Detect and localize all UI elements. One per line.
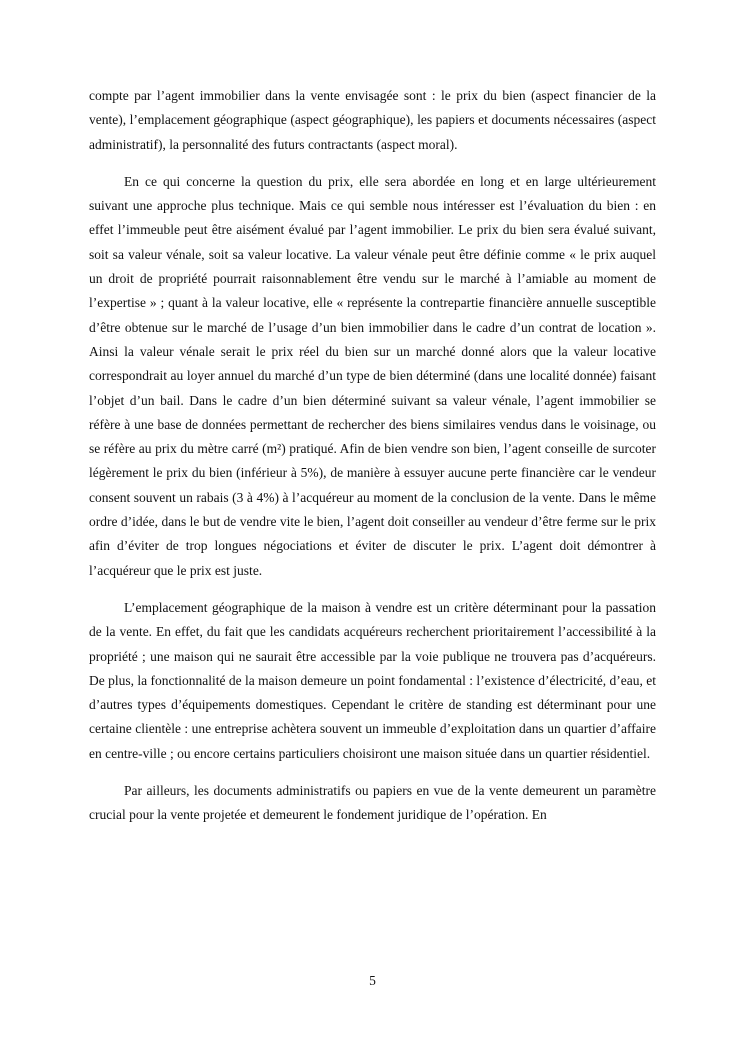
- paragraph-1: compte par l’agent immobilier dans la vente envisagée sont : le prix du bien (aspect financier de la vente), l’emplacement géographique (aspect géographique), les papiers et documents nécessaires (aspect administratif), la personnalité des futurs contractants (aspect moral).: [89, 88, 656, 152]
- paragraph-3: L’emplacement géographique de la maison à vendre est un critère déterminant pour la passation de la vente. En effet, du fait que les candidats acquéreurs recherchent prioritairement l’accessibilité à la propriété ; une maison qui ne saurait être accessible par la voie publique ne trouvera pas d’acquéreurs. De plus, la fonctionnalité de la maison demeure un point fondamental : l’existence d’électricité, d’eau, et d’autres types d’équipements domestiques. Cependant le critère de standing est déterminant pour une certaine clientèle : une entreprise achètera souvent un immeuble d’exploitation dans un quartier d’affaire en centre-ville ; ou encore certains particuliers choisiront une maison située dans un quartier résidentiel.: [89, 599, 656, 761]
- paragraph-4: Par ailleurs, les documents administratifs ou papiers en vue de la vente demeurent un paramètre crucial pour la vente projetée et demeurent le fondement juridique de l’opération. En: [89, 783, 656, 823]
- page-body: [89, 84, 656, 841]
- page-number: 5: [369, 973, 376, 988]
- paragraph-2: En ce qui concerne la question du prix, elle sera abordée en long et en large ultérieurement suivant une approche plus technique. Mais ce qui semble nous intéresser est l’évaluation du bien : en effet l’immeuble peut être aisément évalué par l’agent immobilier. Le prix du bien sera évalué suivant, soit sa valeur vénale, soit sa valeur locative. La valeur vénale peut être définie comme « le prix auquel un droit de propriété pourrait raisonnablement être vendu sur le marché à l’amiable au moment de l’expertise » ; quant à la valeur locative, elle « représente la contrepartie financière annuelle susceptible d’être obtenue sur le marché de l’usage d’un bien immobilier dans le cadre d’un contrat de location ». Ainsi la valeur vénale serait le prix réel du bien sur un marché donné alors que la valeur locative correspondrait au loyer annuel du marché d’un type de bien déterminé (dans une localité donnée) faisant l’objet d’un bail. Dans le cadre d’un bien déterminé suivant sa valeur vénale, l’agent immobilier se réfère à une base de données permettant de rechercher des biens similaires vendus dans le voisinage, ou se réfère au prix du mètre carré (m²) pratiqué. Afin de bien vendre son bien, l’agent conseille de surcoter légèrement le prix du bien (inférieur à 5%), de manière à essuyer aucune perte financière car le vendeur consent souvent un rabais (3 à 4%) à l’acquéreur au moment de la conclusion de la vente. Dans le même ordre d’idée, dans le but de vendre vite le bien, l’agent doit conseiller au vendeur d’être ferme sur le prix afin d’éviter de trop longues négociations et éviter de discuter le prix. L’agent doit démontrer à l’acquéreur que le prix est juste.: [89, 173, 656, 578]
